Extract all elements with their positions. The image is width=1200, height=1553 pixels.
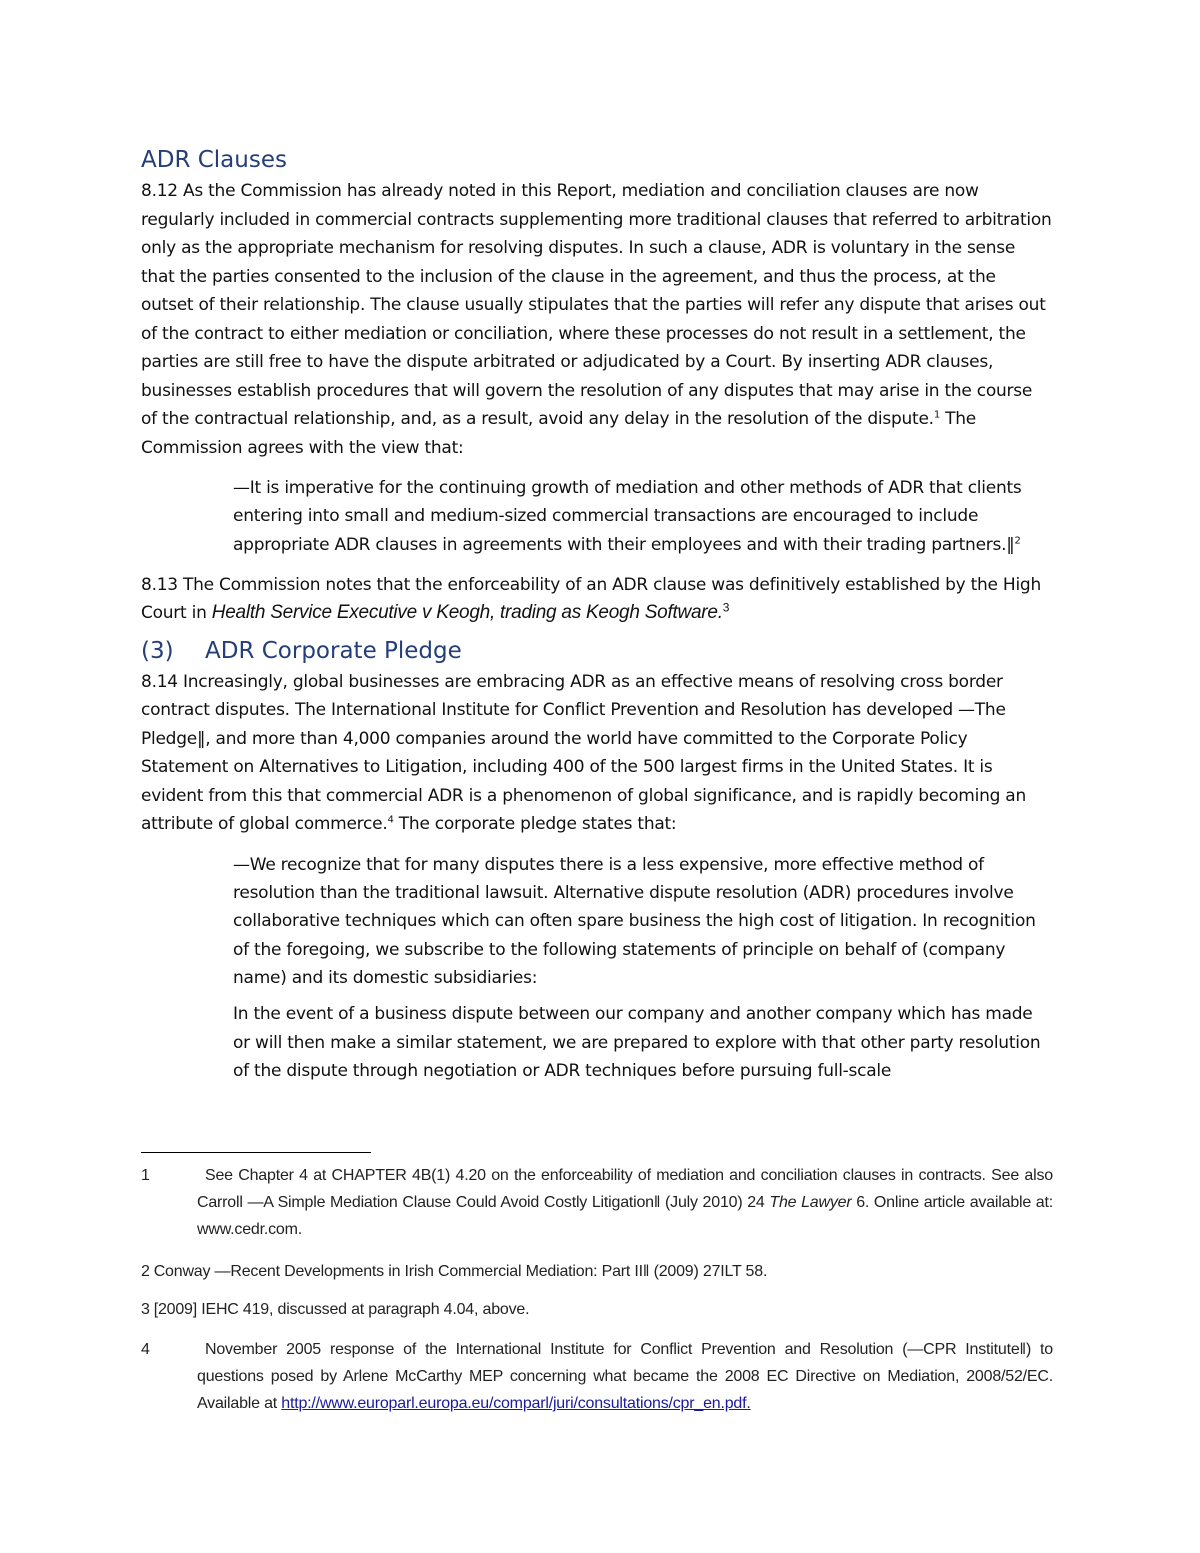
footnote-1-number: 1 xyxy=(141,1167,150,1184)
footnote-2-text: Conway —Recent Developments in Irish Commercial Mediation: Part II‖ (2009) 27ILT 58. xyxy=(153,1263,768,1280)
case-name: Health Service Executive v Keogh, trading as Keogh Software. xyxy=(211,602,723,624)
footnote-4-number: 4 xyxy=(141,1341,150,1358)
paragraph-8-14-text: 8.14 Increasingly, global businesses are embracing ADR as an effective means of resolving cross border contract disputes. The International Institute for Conflict Prevention and Resolution has developed —The Pledge‖, and more than 4,000 companies around the world have committed to the Corporate Policy Statement on Alternatives to Litigation, including 400 of the 500 largest firms in the United States. It is evident from this that commercial ADR is a phenomenon of global significance, and is rapidly becoming an attribute of global commerce. xyxy=(141,671,1027,835)
footnote-4-text-a: November 2005 response of the International Institute for Conflict Prevention and Resolution (—CPR Institute‖) to questions posed by Arlene McCarthy MEP concerning what became the 2008 EC Directive on Mediation, 2008/52/EC. Available at xyxy=(197,1341,1053,1412)
footnote-ref-2[interactable]: 2 xyxy=(1014,534,1021,546)
footnote-3-text: [2009] IEHC 419, discussed at paragraph 4.04, above. xyxy=(153,1301,530,1318)
footnote-1-italic: The Lawyer xyxy=(769,1194,852,1211)
quote-block-1 xyxy=(233,474,1053,559)
paragraph-8-14 xyxy=(141,668,1053,839)
footnote-3-number: 3 xyxy=(141,1301,150,1318)
paragraph-8-12-tail: The Commission agrees with the view that: xyxy=(141,409,976,458)
footnote-1 xyxy=(141,1162,1053,1243)
footnote-1-text xyxy=(141,1162,1053,1243)
footnote-ref-1[interactable]: 1 xyxy=(933,409,940,421)
footnote-1-text-b: 6. Online article available at: www.cedr.com. xyxy=(197,1194,1053,1238)
footnote-2-number: 2 xyxy=(141,1263,150,1280)
quote-1-text: —It is imperative for the continuing growth of mediation and other methods of ADR that clients entering into small and medium-sized commercial transactions are encouraged to include appropriate ADR clauses in agreements with their employees and with their trading partners.‖ xyxy=(233,478,1022,555)
subheading-number: (3) xyxy=(141,637,174,664)
footnote-3 xyxy=(141,1296,1053,1323)
paragraph-8-13 xyxy=(141,571,1053,628)
quote-block-3: In the event of a business dispute between our company and another company which has made or will then make a similar statement, we are prepared to explore with that other party resolution of the dispute through negotiation or ADR techniques before pursuing full-scale xyxy=(233,1004,1041,1081)
document-page xyxy=(141,140,1053,1085)
europarl-link[interactable]: http://www.europarl.europa.eu/comparl/juri/consultations/cpr_en.pdf. xyxy=(281,1395,751,1412)
footnote-2 xyxy=(141,1258,1053,1285)
quote-block-2: —We recognize that for many disputes there is a less expensive, more effective method of resolution than the traditional lawsuit. Alternative dispute resolution (ADR) procedures involve collaborative techniques which can often spare business the high cost of litigation. In recognition of the foregoing, we subscribe to the following statements of principle on behalf of (company name) and its domestic subsidiaries: xyxy=(233,854,1036,989)
subheading-title: ADR Corporate Pledge xyxy=(205,637,462,664)
footnote-ref-3[interactable]: 3 xyxy=(722,600,730,615)
paragraph-8-13-text: 8.13 The Commission notes that the enforceability of an ADR clause was definitively established by the High Court in xyxy=(141,574,1041,624)
subheading xyxy=(141,634,1053,668)
footnote-4-text xyxy=(141,1336,1053,1417)
footnote-4 xyxy=(141,1336,1053,1417)
footnote-ref-4[interactable]: 4 xyxy=(387,814,394,826)
paragraph-8-12 xyxy=(141,177,1053,462)
paragraph-8-12-text: 8.12 As the Commission has already noted in this Report, mediation and conciliation clauses are now regularly included in commercial contracts supplementing more traditional clauses that referred to arbitration only as the appropriate mechanism for resolving disputes. In such a clause, ADR is voluntary in the sense that the parties consented to the inclusion of the clause in the agreement, and thus the process, at the outset of their relationship. The clause usually stipulates that the parties will refer any dispute that arises out of the contract to either mediation or conciliation, where these processes do not result in a settlement, the parties are still free to have the dispute arbitrated or adjudicated by a Court. By inserting ADR clauses, businesses establish procedures that will govern the resolution of any disputes that may arise in the course of the contractual relationship, and, as a result, avoid any delay in the resolution of the dispute. xyxy=(141,181,1052,429)
footnote-1-text-a: See Chapter 4 at CHAPTER 4B(1) 4.20 on the enforceability of mediation and conciliation clauses in contracts. See also Carroll —A Simple Mediation Clause Could Avoid Costly Litigation‖ (July 2010) 24 xyxy=(197,1167,1053,1211)
footnote-separator xyxy=(141,1152,371,1153)
section-heading: ADR Clauses xyxy=(141,147,287,173)
paragraph-8-14-tail: The corporate pledge states that: xyxy=(393,814,677,835)
